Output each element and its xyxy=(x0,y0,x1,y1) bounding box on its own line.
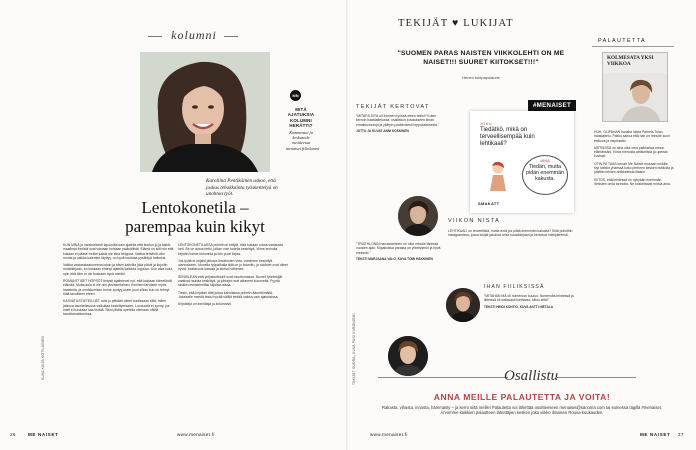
col2-paragraph: Jos työtä ei ohjaisi jatkuva ilmoitusten virta, voisimme keskittyä olennaiseen. Monella työpaikalla tätä on jo kokeiltu, ja tulokset ovat olleet hyviä: tuottavuus kasvaa ja stressi vähenee. xyxy=(178,258,288,272)
kertovat-quote-1: "MITÄPÄ SITÄ oli ihminen työnsä eteen tekisi? Kuten kerroin haastattelussa, osallistuin kuvaukseen ilman ennakkoluuloja ja yllätyin positiivisesti lopputuloksesta." xyxy=(356,114,440,127)
instagram-handle: SMAKATT xyxy=(478,201,500,206)
hashtag-banner: #MENAISET xyxy=(528,100,576,111)
magazine-cover-image xyxy=(603,73,668,122)
contributor-2-illustration xyxy=(446,288,480,322)
url-right: www.menaiset.fi xyxy=(370,432,408,437)
ihan-column xyxy=(484,294,576,309)
sidebar-letter: OTIN PA TAAS kerran Me Naiset mukaan mökille. Nyt luettiin yhdessä koko perheen kesken ristikoita ja juteltiin lehden artikkeleista iltaisin. xyxy=(594,161,674,175)
col2-paragraph: SENSILEAN että yrityskulttuurit ovat muuttumassa. Nuoret työntekijät vaativat rauhaa keskittyä, ja johtajat ovat alkaneet kuunnella. Pyydä sinäkin esimieheltäsi hiljaista aikaa. xyxy=(178,274,283,288)
folio-right: 27 xyxy=(678,432,684,437)
kolumni-label: kolumni xyxy=(171,28,217,42)
cta-text: Rakasta, vihasta, innosta, hämmästy – ja kerro siitä meille! Palautetta voi lähettää osoitteeseen menaiset@sanoma.com tai somessa tägillä #menaiset. Arvomme kaikkien palautteen lähettäjien kesken joka viikko ilmaisen Rouva-kuukauden. xyxy=(381,405,663,416)
bubble-1-speaker: JOKU xyxy=(480,121,492,126)
col1-paragraph: Vaikka vastarakastuneena istuin ja kävin kahvilla joka päivä ja kirjoitin muistikirjaan, en koskaan ehtinyt ajatella kaikkea loppuun. Kun aika kului, opin että kiire ei ole koskaan hyvä merkki. xyxy=(63,263,174,276)
bubble-2-text: Tiedän, mutta pidän enemmän kakusta. xyxy=(526,164,564,183)
author-note: Kirjoittaja on toimittaja ja kolumnisti. xyxy=(178,302,232,307)
right-sidebar-column xyxy=(594,130,674,186)
right-page xyxy=(348,0,696,450)
col1-paragraph: KUN MINÄ jo varsinaisesti lapsuutta sain ajatella että kuulun jo ja kaikki maailmat ihmisiä ovat toisiaan kohtaan ystävällisiä. Elämä on silti niin että kukaan ei pääse muttei kaikki ole aina helppoa. Vaikka tehtäviä olisi monta ja vaikka kalenteri täyttyy, on hyvä muistaa pysähtyä hetkeksi. xyxy=(63,243,174,260)
brand-left: ME NAISET xyxy=(28,432,59,437)
headline-source: Henen tukipapolaurie xyxy=(462,75,500,80)
article-title xyxy=(75,198,315,236)
palautetta-label: PALAUTETTA xyxy=(598,38,646,44)
credit-2: TEKSTI MARJAANA VALO, KUVA TOMI HÄKKINEN xyxy=(356,256,433,261)
instagram-post xyxy=(470,111,574,213)
osallistu-script: Osallistu xyxy=(504,368,559,384)
photo-credit-vertical: KUVA KAIJA KOTILAINEN xyxy=(41,336,45,380)
body-column-1 xyxy=(63,243,174,316)
sidebar-letter: KIITOS, että lehdessä on nykyään enemmän ihmisten omia tarinoita. Ne koskettavat minua aina. xyxy=(594,177,671,186)
photo-credit-vertical-right: TEKIJÄT SUORA, KUVA PASI KIIRONIEMI xyxy=(352,313,356,385)
kolumni-header xyxy=(148,28,238,44)
body-column-2 xyxy=(178,243,288,307)
url-left: www.menaiset.fi xyxy=(177,432,215,437)
contributor-3-illustration xyxy=(388,336,428,376)
mn-badge: MN xyxy=(290,90,301,101)
credit-1: JUTTU JA KUVAT ANNI KOSKINEN xyxy=(356,128,409,133)
cta-title: ANNA MEILLE PALAUTETTA JA VOITA! xyxy=(433,392,611,402)
col1-paragraph: KASVATUSTIETEILIJÄT ovat jo pitkään olleet huolissaan siitä, miten jatkuva tavoitettavuus vaikuttaa keskittymiseen. Luovuutta ei synny, jos mieli ei koskaan saa levätä. Siksi pitäisi opetella olemaan välillä tavoittamattomissa. xyxy=(63,299,170,317)
kertovat-column xyxy=(356,114,442,133)
contributor-1-illustration xyxy=(398,196,438,236)
columnist-portrait xyxy=(140,52,270,172)
ihan-text: "MITÄHÄN MÄ oli numeroon kuuluu. Numeroita lehdessä ja liitteissä oli valtavasti luettavaa, kiitos siitä!" xyxy=(484,294,574,303)
sidebar-letter: HUH, OLIPAHAN hauska lukea Pamela Tolan haastattelu. Pakko sanoa että hän on minulle suuri esikuva ja inspiraatio. xyxy=(594,130,670,143)
bubble-1-text: Tiedätkö, mikä on terveellisempää kuin lehtikaali? xyxy=(480,127,535,148)
sidebar-text: Kommentoi ja keskustele osoitteessa menaiset.fi/kolumni xyxy=(286,130,319,151)
col1-paragraph: ROMANTTISET HÖPSÖT tietysti ajattelevat nyt, että kaipaan kiireetöntä elämää. Mutta asia ei ole niin yksinkertainen. Ihminen tarvitsee myös haasteita, ja onnistumisen tunne syntyy usein juuri silloin kun on tehnyt töitä tavoitteen eteen. xyxy=(63,279,172,296)
headline-quote: "SUOMEN PARAS NAISTEN VIIKKOLEHTI ON ME NAISET!!! SUURET KIITOKSET!!!" xyxy=(397,50,565,66)
magazine-cover xyxy=(602,52,668,122)
brand-right: ME NAISET xyxy=(640,432,671,437)
title-line-2: parempaa kuin kikyt xyxy=(125,217,265,236)
kertovat-quote-2: "TRIATHLONIN harrastaminen on ollut minulle tärkeää vuosien ajan. Kilpailuissa parasta on yhteishenki ja hyvä meininki." xyxy=(356,242,441,255)
contributor-photo-3 xyxy=(388,336,428,376)
bubble-2-speaker: MINÄ xyxy=(540,159,550,163)
kertovat-label: TEKIJÄT KERTOVAT xyxy=(356,104,430,110)
portrait-illustration xyxy=(140,52,270,172)
contributor-photo-1 xyxy=(398,196,438,236)
contributor-photo-2 xyxy=(446,288,480,322)
viikonnista-text: LEHTIKAALI on terveellistä, mutta entä jos pitää enemmän kakusta? Siitä puhuttiin instagramissa, jossa lukijat jakoivat omia suosikkejaan ja kertoivat mielipiteensä. xyxy=(448,229,573,238)
magazine-title: KOLMESATA YKSI VIIKKOA xyxy=(607,55,654,67)
col2-paragraph: Tiesin, että kirjoitan tätä juttua kahvilassa puhelin äänettömällä. Jokaiselle meistä tekisi hyvää välillä lentää vaikka vain ajatuksissa. xyxy=(178,290,279,299)
sidebar-letter: METSISSÄ on aina ollut oma paikkansa minun elämässäni. Kiitos hienosta artikkelista ja upeista kuvista! xyxy=(594,145,668,159)
sidebar-heading: MITÄ AJATUKSIA KOLUMNI HERÄTTI? xyxy=(287,107,315,129)
title-line-1: Lentokonetila – xyxy=(141,198,249,217)
section-header: TEKIJÄT ♥ LUKIJAT xyxy=(398,18,514,29)
folio-left: 26 xyxy=(10,432,16,437)
viikonnista-label: VIIKON NISTA xyxy=(448,218,501,224)
credit-3: TEKSTI HEIDI KONTIO, KUVA ANTTI HIETALA xyxy=(484,304,554,309)
portrait-caption: Karoliina Pentikäinen uskoo, että joskus tehokkainta työskentelyä on unohtaa työt. xyxy=(206,178,278,197)
kertovat-column-2 xyxy=(356,242,442,261)
col2-paragraph: LENTOKONETILASSA puhelin ei hälytä, eikä kukaan odota vastausta heti. Se on ainoa hetki, jolloin voin todella keskittyä. Viime lennolla kirjoitin kolme kolumnia ja luin puoli kirjaa. xyxy=(178,243,283,256)
ihan-label: IHAN FIILIKSISSÄ xyxy=(484,284,545,290)
cartoon-figure xyxy=(486,161,510,193)
